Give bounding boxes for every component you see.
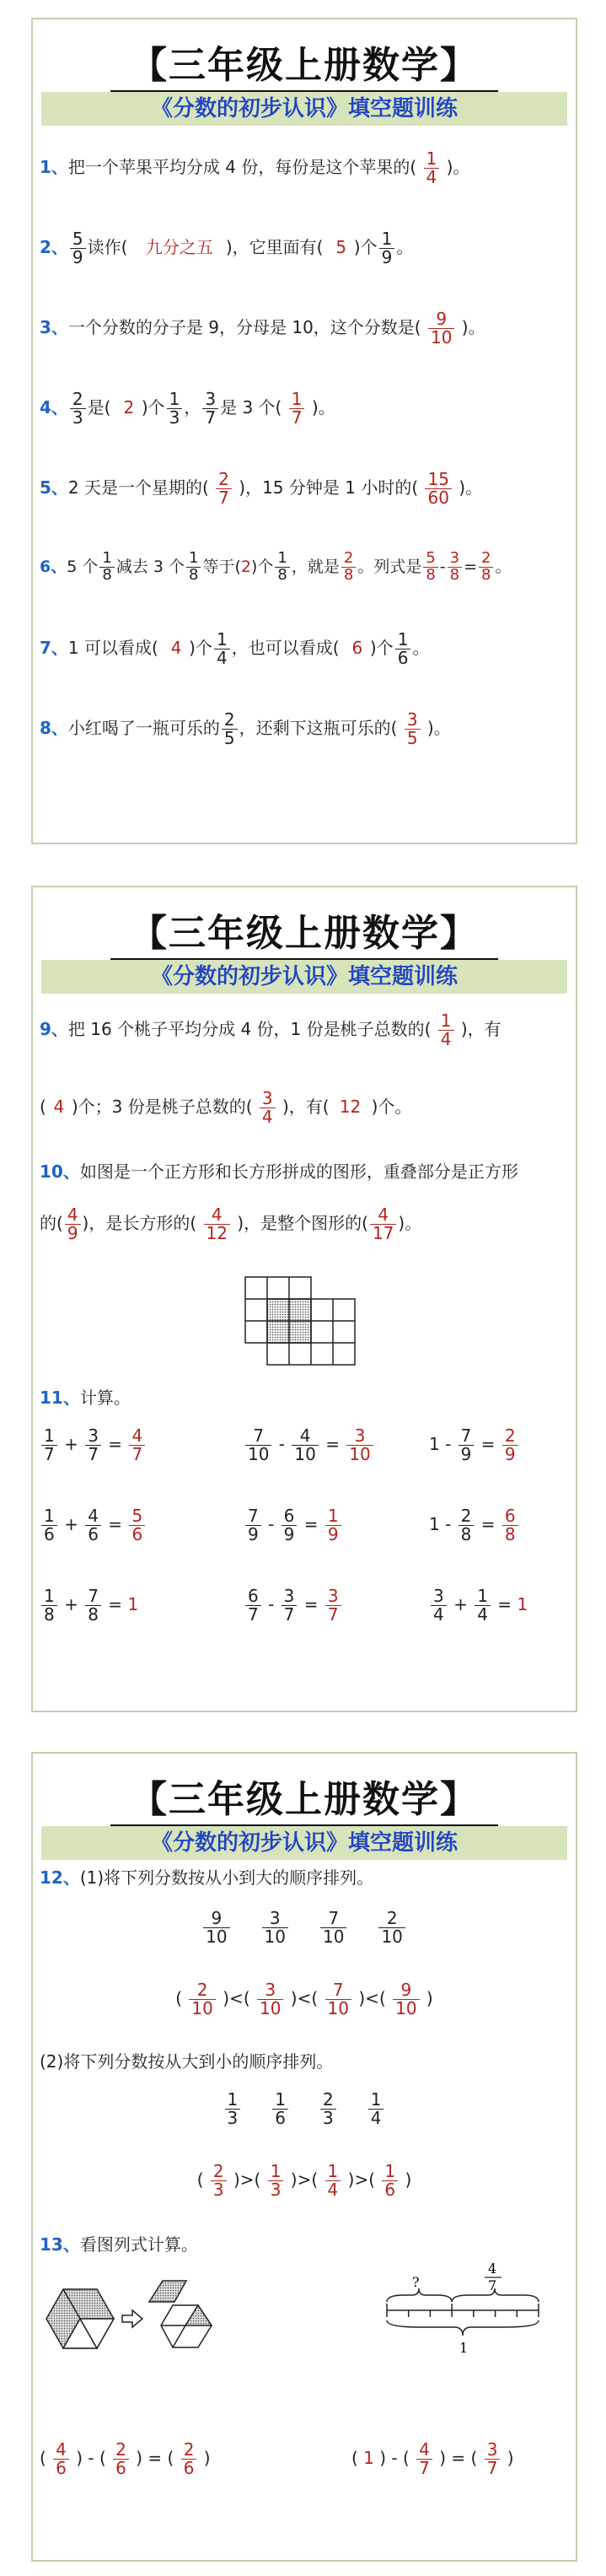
- fraction: $\frac{1}{6}$: [272, 2091, 288, 2127]
- calc-item: 1 - $\frac{7}{9}$ = $\frac{2}{9}$: [429, 1427, 520, 1463]
- number: 1: [363, 2448, 374, 2468]
- fraction-set-1: [33, 1910, 576, 1946]
- fraction: $\frac{2}{6}$: [181, 2441, 197, 2477]
- answer-text: 5: [335, 237, 347, 257]
- answer-fraction: $\frac{15}{60}$: [425, 471, 451, 507]
- answer-text: 6: [351, 638, 363, 658]
- calc-item: $\frac{6}{7}$ - $\frac{3}{7}$ = $\frac{3}{7}$: [244, 1587, 343, 1624]
- answer-text: 4: [170, 638, 182, 658]
- svg-text:4: 4: [488, 2261, 497, 2277]
- calc-item: $\frac{7}{9}$ - $\frac{6}{9}$ = $\frac{1}{9}$: [244, 1507, 343, 1544]
- fraction: $\frac{6}{9}$: [282, 1507, 298, 1544]
- question-6: 6、5 个 $\frac{1}{8}$ 减去 3 个 $\frac{1}{8}$ 等于(2)个 $\frac{1}{8}$ ，就是 $\frac{2}{8}$ 。列式是 $\frac{5}{8}$ - $\frac{3}{8}$ = $\frac{2}{8}$ 。: [40, 549, 512, 584]
- worksheet-page-2: [31, 886, 577, 1712]
- page-subtitle: 《分数的初步认识》填空题训练: [41, 92, 567, 126]
- question-13-equations: [40, 2441, 569, 2477]
- diagram-whole-label: 1: [459, 2340, 469, 2356]
- fraction: $\frac{3}{4}$: [431, 1587, 447, 1624]
- fraction: $\frac{3}{7}$: [85, 1427, 101, 1463]
- fraction: $\frac{2}{3}$: [320, 2091, 336, 2127]
- fraction: $\frac{1}{8}$: [41, 1587, 57, 1624]
- question-5: 5、2 天是一个星期的( $\frac{2}{7}$ )，15 分钟是 1 小时的( $\frac{15}{60}$ )。: [40, 469, 483, 508]
- ordered-answer-2: ( $\frac{2}{3}$ )>( $\frac{1}{3}$ )>( $\frac{1}{4}$ )>( $\frac{1}{6}$ ): [196, 2161, 412, 2200]
- question-9-cont: ( 4 )个；3 份是桃子总数的( $\frac{3}{4}$ )，有( 12 )个。: [40, 1088, 412, 1127]
- calc-item: 1 - $\frac{2}{8}$ = $\frac{6}{8}$: [429, 1507, 520, 1544]
- fraction: $\frac{3}{7}$: [282, 1587, 298, 1624]
- fraction: $\frac{1}{4}$: [368, 2091, 384, 2127]
- fraction: $\frac{9}{10}$: [393, 1981, 419, 2018]
- overlap-grid-figure: [244, 1275, 358, 1366]
- fraction: $\frac{4}{7}$: [129, 1427, 145, 1463]
- page-title: 【三年级上册数学】: [33, 1769, 576, 1828]
- fraction: $\frac{1}{6}$: [41, 1507, 57, 1544]
- fraction: $\frac{1}{6}$: [382, 2163, 398, 2199]
- fraction: $\frac{3}{7}$: [485, 2441, 501, 2477]
- fraction: $\frac{1}{7}$: [41, 1427, 57, 1463]
- number: 1: [429, 1514, 440, 1534]
- worksheet-page-1: [31, 18, 577, 844]
- answer-fraction: $\frac{1}{7}$: [289, 391, 305, 427]
- fraction: $\frac{9}{10}$: [203, 1910, 229, 1946]
- fraction: $\frac{3}{7}$: [325, 1587, 341, 1624]
- calc-item: $\frac{3}{4}$ + $\frac{1}{4}$ = 1: [429, 1587, 528, 1624]
- fraction: $\frac{3}{10}$: [257, 1981, 283, 2018]
- question-13: 13、看图列式计算。: [40, 2234, 198, 2255]
- question-8: 8、小红喝了一瓶可乐的 $\frac{2}{5}$ ，还剩下这瓶可乐的( $\frac{3}{5}$ )。: [40, 709, 451, 748]
- fraction: $\frac{7}{10}$: [325, 1981, 351, 2018]
- question-3: 3、一个分数的分子是 9，分母是 10，这个分数是( $\frac{9}{10}$ )。: [40, 309, 485, 348]
- question-1: 1、把一个苹果平均分成 4 份，每份是这个苹果的( $\frac{1}{4}$ )。: [40, 148, 470, 187]
- number: 1: [517, 1594, 528, 1614]
- answer-text: 2: [123, 397, 135, 418]
- answer-text: 九分之五: [145, 237, 213, 257]
- page-title: 【三年级上册数学】: [33, 35, 576, 94]
- fraction: $\frac{1}{4}$: [475, 1587, 491, 1624]
- page-subtitle: 《分数的初步认识》填空题训练: [41, 960, 567, 994]
- worksheet-page-3: [31, 1752, 577, 2562]
- fraction: $\frac{1}{3}$: [225, 2091, 241, 2127]
- fraction: $\frac{7}{10}$: [320, 1910, 346, 1946]
- question-2: 2、 $\frac{5}{9}$ 读作( 九分之五 )，它里面有( 5 )个 $\frac{1}{9}$ 。: [40, 229, 414, 267]
- answer-text: 2: [240, 557, 251, 576]
- fraction: $\frac{4}{7}$: [416, 2441, 432, 2477]
- question-10-cont: 的( $\frac{4}{9}$ )，是长方形的( $\frac{4}{12}$ )，是整个图形的( $\frac{4}{17}$ )。: [40, 1204, 422, 1243]
- calc-item: $\frac{1}{6}$ + $\frac{4}{6}$ = $\frac{5}{6}$: [40, 1507, 147, 1544]
- calc-item: $\frac{7}{10}$ - $\frac{4}{10}$ = $\frac{3}{10}$: [244, 1427, 375, 1463]
- fraction: $\frac{2}{10}$: [189, 1981, 215, 2018]
- diagram-unknown-label: ?: [412, 2274, 420, 2290]
- answer-fraction: $\frac{1}{4}$: [424, 150, 440, 186]
- fraction: $\frac{1}{9}$: [325, 1507, 341, 1544]
- fraction: $\frac{3}{10}$: [262, 1910, 288, 1946]
- fraction: $\frac{2}{6}$: [113, 2441, 129, 2477]
- fraction: $\frac{1}{4}$: [325, 2163, 341, 2199]
- question-7: 7、1 可以看成( 4 )个 $\frac{1}{4}$ ，也可以看成( 6 )个 $\frac{1}{6}$ 。: [40, 629, 430, 668]
- fraction: $\frac{1}{3}$: [268, 2163, 284, 2199]
- answer-fraction: $\frac{3}{5}$: [405, 711, 421, 747]
- answer-text: 4: [53, 1097, 65, 1117]
- calc-item: $\frac{1}{7}$ + $\frac{3}{7}$ = $\frac{4}{7}$: [40, 1427, 147, 1463]
- fraction: $\frac{7}{9}$: [459, 1427, 475, 1463]
- page-subtitle: 《分数的初步认识》填空题训练: [41, 1826, 567, 1860]
- fraction: $\frac{2}{9}$: [502, 1427, 518, 1463]
- question-12: 12、(1)将下列分数按从小到大的顺序排列。: [40, 1867, 374, 1888]
- equation-1: ( $\frac{4}{6}$ ) - ( $\frac{2}{6}$ ) = ( $\frac{2}{6}$ ): [40, 2439, 211, 2478]
- fraction: $\frac{4}{10}$: [292, 1427, 318, 1463]
- fraction: $\frac{6}{8}$: [502, 1507, 518, 1544]
- hexagon-diagram: [38, 2277, 223, 2361]
- question-9: 9、把 16 个桃子平均分成 4 份，1 份是桃子总数的( $\frac{1}{4}$ )，有: [40, 1010, 501, 1049]
- ordered-answer-1: ( $\frac{2}{10}$ )<( $\frac{3}{10}$ )<( $\frac{7}{10}$ )<( $\frac{9}{10}$ ): [175, 1980, 433, 2018]
- answer-fraction: $\frac{9}{10}$: [428, 310, 454, 347]
- question-10: 10、如图是一个正方形和长方形拼成的图形，重叠部分是正方形: [40, 1161, 518, 1182]
- fraction: $\frac{2}{8}$: [459, 1507, 475, 1544]
- svg-text:7: 7: [488, 2277, 497, 2293]
- question-11: 11、计算。: [40, 1388, 131, 1408]
- answer-fraction: $\frac{2}{7}$: [216, 471, 232, 507]
- fraction: $\frac{4}{6}$: [53, 2441, 69, 2477]
- number: 1: [429, 1434, 440, 1454]
- fraction: $\frac{7}{9}$: [245, 1507, 261, 1544]
- fraction: $\frac{5}{6}$: [129, 1507, 145, 1544]
- question-12-part2: (2)将下列分数按从大到小的顺序排列。: [40, 2051, 334, 2072]
- fraction: $\frac{2}{3}$: [211, 2163, 227, 2199]
- fraction: $\frac{6}{7}$: [245, 1587, 261, 1624]
- fraction: $\frac{2}{10}$: [378, 1910, 405, 1946]
- number: 1: [127, 1594, 139, 1614]
- page-title: 【三年级上册数学】: [33, 903, 576, 962]
- fraction-set-2: [33, 2091, 576, 2127]
- question-4: 4、 $\frac{2}{3}$ 是( 2 )个 $\frac{1}{3}$ ， $\frac{3}{7}$ 是 3 个( $\frac{1}{7}$ )。: [40, 389, 335, 428]
- fraction: $\frac{7}{8}$: [85, 1587, 101, 1624]
- fraction: $\frac{4}{6}$: [85, 1507, 101, 1544]
- answer-text: 12: [339, 1097, 362, 1117]
- fraction: $\frac{3}{10}$: [346, 1427, 373, 1463]
- fraction: $\frac{7}{10}$: [245, 1427, 271, 1463]
- calc-item: $\frac{1}{8}$ + $\frac{7}{8}$ = 1: [40, 1587, 138, 1624]
- equation-2: ( 1 ) - ( $\frac{4}{7}$ ) = ( $\frac{3}{7}$ ): [351, 2439, 514, 2478]
- segment-diagram: [378, 2260, 564, 2369]
